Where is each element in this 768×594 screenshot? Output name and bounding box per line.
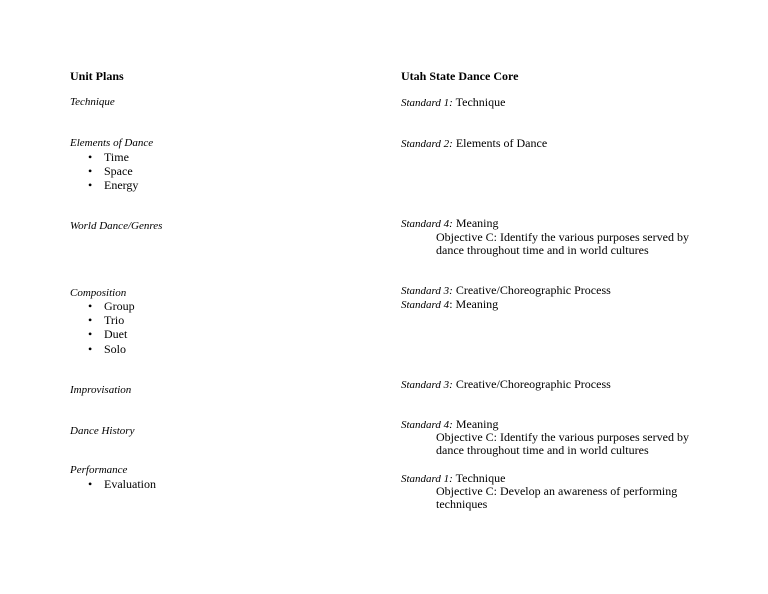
unit-dance-history: Dance History <box>70 425 135 437</box>
bullet-icon: • <box>88 164 93 178</box>
bullet-item: • Evaluation <box>88 477 156 491</box>
standard-composition-1: Standard 3: Creative/Choreographic Process <box>401 283 611 297</box>
bullet-icon: • <box>88 313 93 327</box>
bullet-item: • Trio <box>88 313 125 327</box>
dance-core-header: Utah State Dance Core <box>401 69 519 83</box>
unit-performance: Performance <box>70 464 128 476</box>
unit-improvisation: Improvisation <box>70 384 132 396</box>
bullet-icon: • <box>88 178 93 192</box>
bullet-item: • Energy <box>88 178 139 192</box>
bullet-icon: • <box>88 342 93 356</box>
standard-elements: Standard 2: Elements of Dance <box>401 136 548 150</box>
bullet-item: • Time <box>88 150 129 164</box>
bullet-item: • Duet <box>88 327 128 341</box>
standard-world: Standard 4: Meaning <box>401 216 499 230</box>
objective-text: Objective C: Identify the various purposes served by dance throughout time and in world cultures <box>436 430 689 457</box>
unit-elements-of-dance: Elements of Dance <box>70 137 154 149</box>
unit-world-dance: World Dance/Genres <box>70 220 163 232</box>
standard-performance: Standard 1: Technique <box>401 471 506 485</box>
unit-technique: Technique <box>70 96 115 108</box>
bullet-icon: • <box>88 477 93 491</box>
standard-composition-2: Standard 4: Meaning <box>401 297 499 311</box>
bullet-item: • Solo <box>88 342 127 356</box>
unit-plans-header: Unit Plans <box>70 69 124 83</box>
bullet-icon: • <box>88 327 93 341</box>
standard-improvisation: Standard 3: Creative/Choreographic Process <box>401 377 611 391</box>
bullet-item: • Group <box>88 299 135 313</box>
bullet-item: • Space <box>88 164 133 178</box>
unit-composition: Composition <box>70 287 127 299</box>
objective-text: Objective C: Develop an awareness of performing techniques <box>436 484 678 511</box>
bullet-icon: • <box>88 299 93 313</box>
objective-text: Objective C: Identify the various purposes served by dance throughout time and in world cultures <box>436 230 689 257</box>
standard-history: Standard 4: Meaning <box>401 417 499 431</box>
standard-technique: Standard 1: Technique <box>401 95 506 109</box>
bullet-icon: • <box>88 150 93 164</box>
